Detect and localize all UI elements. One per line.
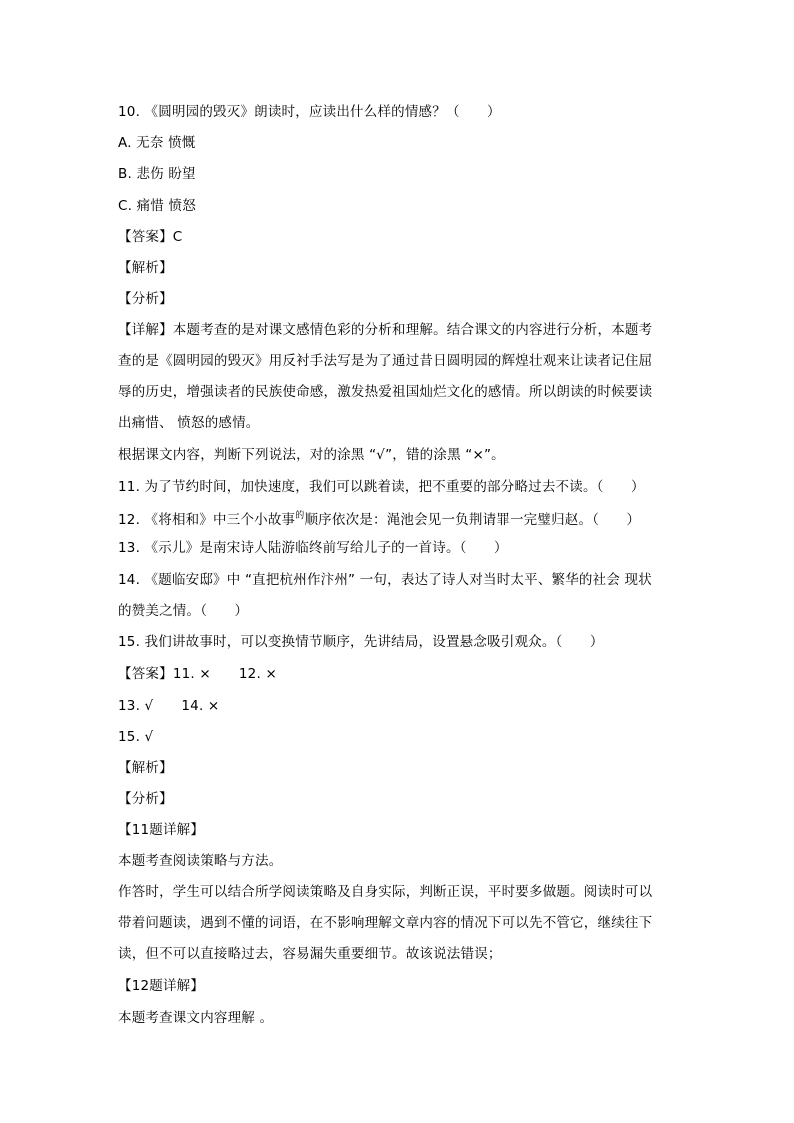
detail-11-line-4: 读，但不可以直接略过去，容易漏失重要细节。故该说法错误； bbox=[118, 946, 502, 962]
detail-11-line-2: 作答时，学生可以结合所学阅读策略及自身实际，判断正误，平时要多做题。阅读时可以 bbox=[118, 884, 653, 900]
question-11: 11. 为了节约时间，加快速度，我们可以跳着读，把不重要的部分略过去不读。（ ） bbox=[118, 479, 645, 495]
question-12 bbox=[118, 510, 640, 532]
answer-13: 13. √ bbox=[118, 698, 154, 714]
question-13: 13. 《示儿》是南宋诗人陆游临终前写给儿子的一首诗。（ ） bbox=[118, 540, 508, 556]
judge-fenxi-label: 【分析】 bbox=[118, 791, 173, 807]
answer-14: 14. × bbox=[181, 698, 220, 714]
detail-11-line-1: 本题考查阅读策略与方法。 bbox=[118, 853, 283, 869]
question-15: 15. 我们讲故事时，可以变换情节顺序，先讲结局，设置悬念吸引观众。（ ） bbox=[118, 634, 604, 650]
detail-12-line-1: 本题考查课文内容理解 。 bbox=[118, 1010, 274, 1026]
detail-12-title: 【12题详解】 bbox=[118, 978, 205, 994]
question-10-detail-line-3: 辱的历史，增强读者的民族使命感，激发热爱祖国灿烂文化的感情。所以朗读的时候要读 bbox=[118, 384, 653, 400]
detail-11-line-3: 带着问题读，遇到不懂的词语，在不影响理解文章内容的情况下可以先不管它，继续往下 bbox=[118, 915, 653, 931]
answer-15: 15. √ bbox=[118, 729, 154, 745]
judge-answer-label: 【答案】 bbox=[118, 666, 173, 682]
question-14-line-2: 的赞美之情。（ ） bbox=[118, 603, 249, 619]
question-10-detail-line-2: 查的是《圆明园的毁灭》用反衬手法写是为了通过昔日圆明园的辉煌壮观来让读者记住屈 bbox=[118, 353, 653, 369]
answer-11: 11. × bbox=[172, 666, 211, 682]
judge-answer-row-2 bbox=[118, 696, 219, 716]
judge-analysis-label: 【解析】 bbox=[118, 760, 173, 776]
question-10-answer: 【答案】C bbox=[118, 229, 183, 245]
answer-12: 12. × bbox=[238, 666, 277, 682]
question-10-option-c: C. 痛惜 愤怒 bbox=[118, 198, 196, 214]
judge-answer-row-1 bbox=[118, 664, 277, 684]
question-10-stem: 10. 《圆明园的毁灭》朗读时，应读出什么样的情感？（ ） bbox=[118, 104, 501, 120]
question-12-part-2: 顺序依次是：渑池会见一负荆请罪一完璧归赵。（ ） bbox=[304, 512, 641, 528]
question-10-detail-line-1: 【详解】本题考查的是对课文感情色彩的分析和理解。结合课文的内容进行分析，本题考 bbox=[118, 322, 653, 338]
question-10-option-a: A. 无奈 愤慨 bbox=[118, 135, 196, 151]
question-14-line-1: 14. 《题临安邸》中 “直把杭州作汴州” 一句，表达了诗人对当时太平、繁华的社会 现状 bbox=[118, 572, 652, 588]
question-10-fenxi-label: 【分析】 bbox=[118, 291, 173, 307]
detail-11-title: 【11题详解】 bbox=[118, 822, 205, 838]
question-10-option-b: B. 悲伤 盼望 bbox=[118, 166, 196, 182]
judge-instruction: 根据课文内容，判断下列说法，对的涂黑 “√”，错的涂黑 “×”。 bbox=[118, 447, 505, 463]
question-10-analysis-label: 【解析】 bbox=[118, 260, 173, 276]
question-12-mark: 的 bbox=[295, 511, 305, 521]
question-12-part-1: 12. 《将相和》中三个小故事 bbox=[118, 512, 296, 528]
question-10-detail-line-4: 出痛惜、 愤怒的感情。 bbox=[118, 415, 260, 431]
